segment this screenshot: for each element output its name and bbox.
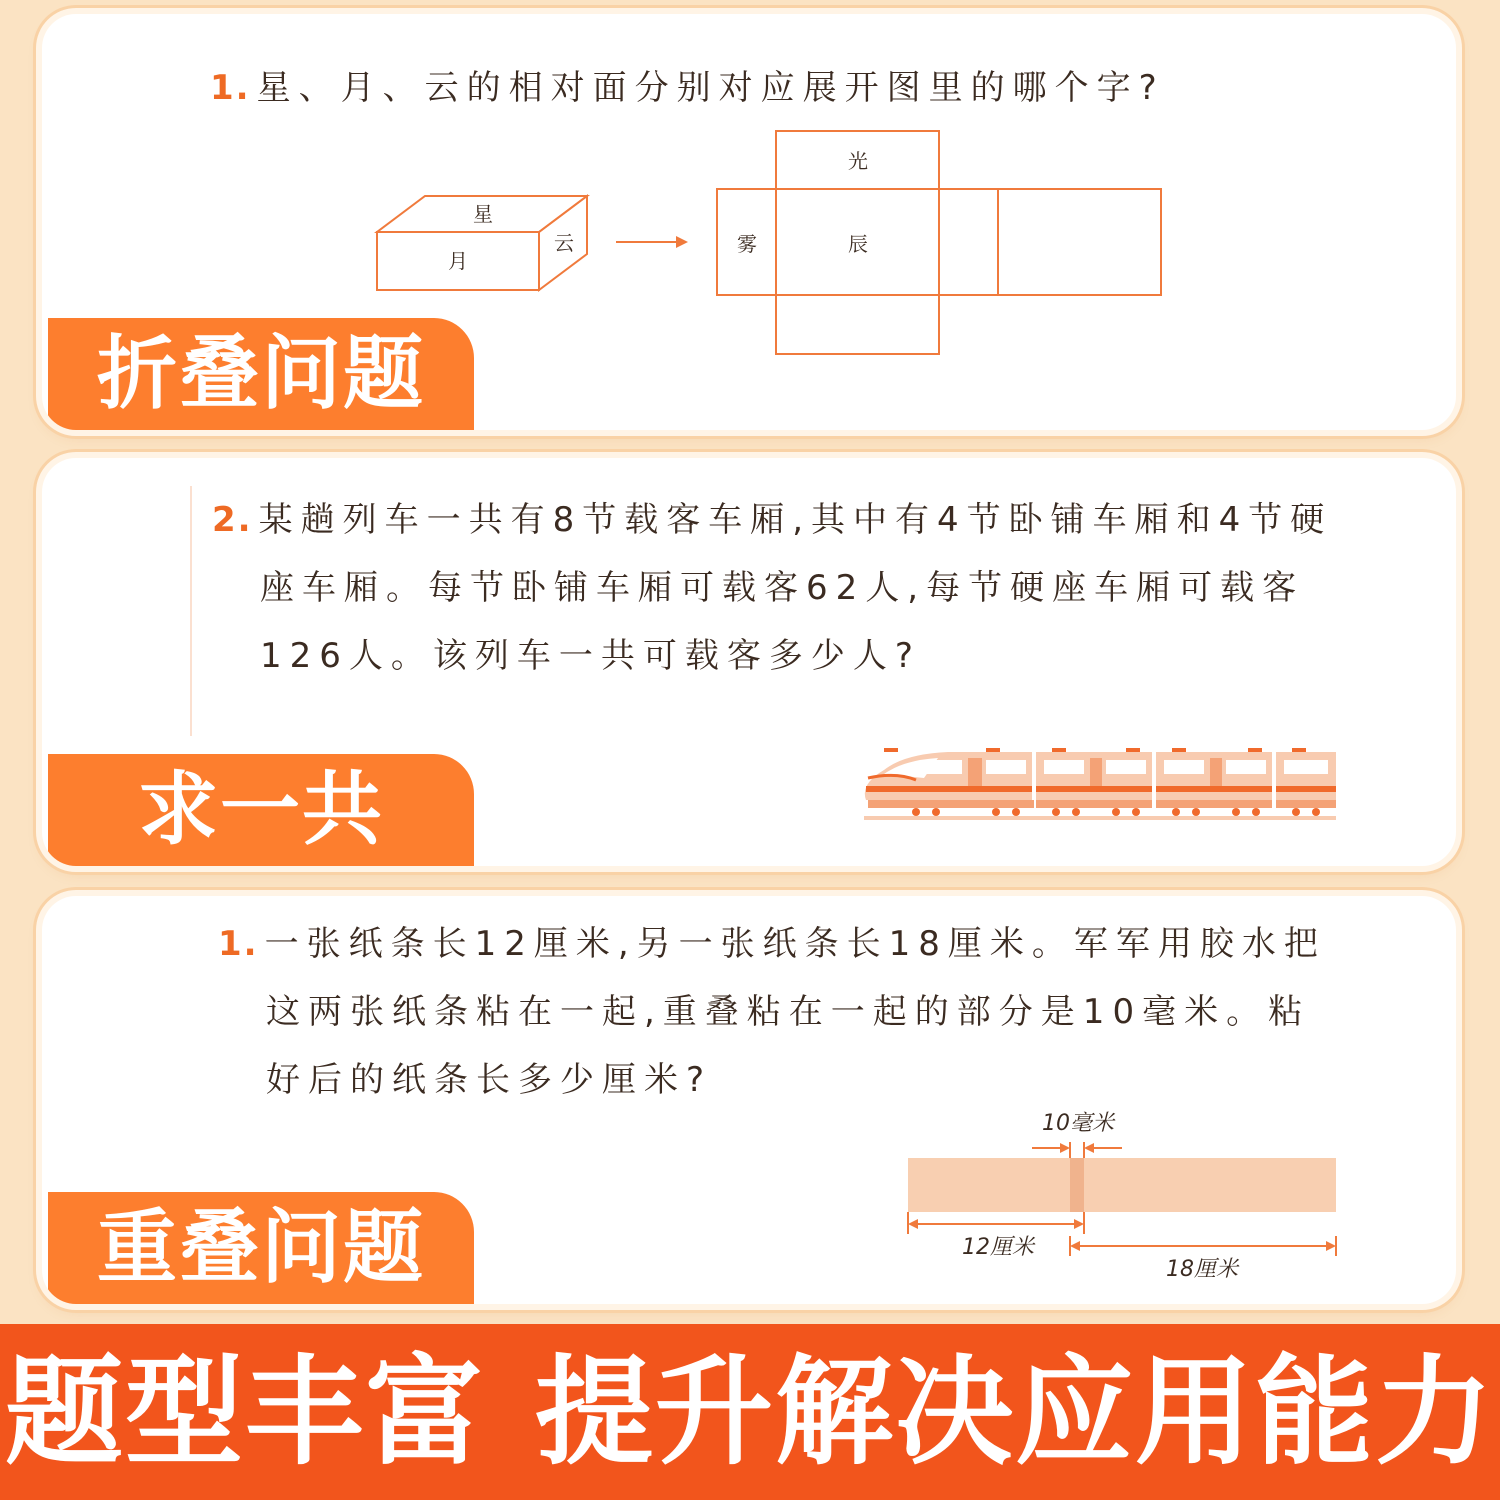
net-top-label: 光: [848, 149, 868, 173]
margin-line: [190, 486, 192, 736]
overlap-region: [1070, 1158, 1084, 1212]
question-line-1: 某趟列车一共有8节载客车厢,其中有4节卧铺车厢和4节硬: [258, 500, 1333, 540]
total-problem-card: [42, 458, 1456, 866]
paper-strip-1: [908, 1158, 1084, 1212]
question-line-3: 好后的纸条长多少厘米?: [266, 1060, 713, 1100]
question-number: 2.: [212, 500, 253, 540]
paper-strip-2: [1070, 1158, 1336, 1212]
cuboid-front-label: 月: [448, 249, 468, 273]
cuboid-top-label: 星: [473, 202, 493, 226]
question-number: 1.: [218, 924, 259, 964]
question-number: 1.: [210, 68, 251, 108]
arrow-right-icon: [616, 236, 688, 248]
question-line-1: 一张纸条长12厘米,另一张纸条长18厘米。军军用胶水把: [264, 924, 1326, 964]
banner-right-text: 提升解决应用能力: [535, 1343, 1496, 1481]
overlap-label: 10毫米: [1042, 1111, 1114, 1136]
overlap-problem-card: [42, 896, 1456, 1304]
bottom-banner: [0, 1324, 1500, 1500]
question-total: [212, 486, 1332, 690]
train-illustration: [856, 744, 1336, 824]
strip2-length-label: 18厘米: [1166, 1257, 1238, 1282]
net-left-label: 雾: [737, 232, 757, 256]
question-line-3: 126人。该列车一共可载客多少人?: [260, 636, 921, 676]
strip1-length-label: 12厘米: [962, 1235, 1034, 1260]
unfolded-net: [717, 131, 1161, 354]
tag-total: 求一共: [48, 754, 474, 866]
cuboid-side-label: 云: [554, 231, 574, 255]
question-line-2: 这两张纸条粘在一起,重叠粘在一起的部分是10毫米。粘: [266, 992, 1311, 1032]
question-line-2: 座车厢。每节卧铺车厢可载客62人,每节硬座车厢可载客: [260, 568, 1305, 608]
question-text: 星、月、云的相对面分别对应展开图里的哪个字?: [256, 68, 1165, 108]
banner-left-text: 题型丰富: [4, 1343, 485, 1481]
tag-overlap: 重叠问题: [48, 1192, 474, 1304]
folding-problem-card: [42, 14, 1456, 430]
net-center-label: 辰: [848, 232, 868, 256]
tag-folding: 折叠问题: [48, 318, 474, 430]
